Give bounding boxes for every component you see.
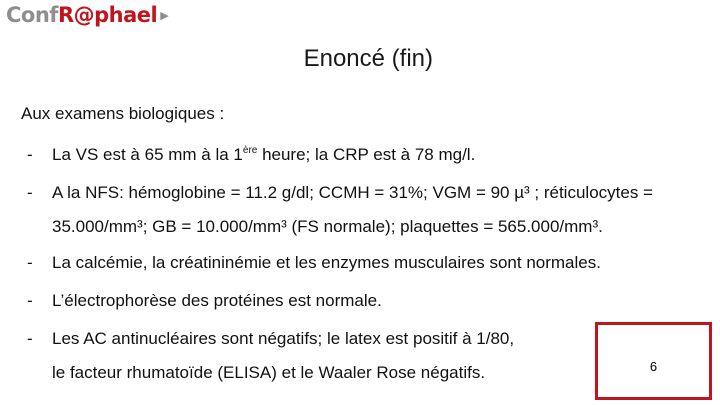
list-item-text [52, 138, 707, 172]
list-item-text-continued: le facteur rhumatoïde (ELISA) et le Waaler Rose négatifs. [52, 363, 486, 382]
list-item-text: La calcémie, la créatininémie et les enzymes musculaires sont normales. [52, 253, 601, 272]
list-item-text: L’électrophorèse des protéines est normale. [52, 291, 382, 310]
list-item-text: Les AC antinucléaires sont négatifs; le latex est positif à 1/80, [52, 329, 515, 348]
superscript-text: ère [242, 145, 258, 156]
logo-text-raphael: R@phael [57, 3, 158, 27]
bullet-dash: - [27, 145, 33, 164]
play-arrow-icon: ▶ [160, 9, 169, 22]
list-item [27, 246, 707, 280]
logo-text-conf: Conf [6, 3, 58, 27]
bullet-dash: - [27, 291, 33, 310]
list-item-text-continued: 35.000/mm³; GB = 10.000/mm³ (FS normale); plaquettes = 565.000/mm³. [52, 217, 603, 236]
list-item-text: A la NFS: hémoglobine = 11.2 g/dl; CCMH = 31%; VGM = 90 µ³ ; réticulocytes = [52, 183, 653, 202]
slide-title: Enoncé (fin) [303, 45, 433, 72]
page-number-box [595, 322, 712, 400]
list-item-text-part: La VS est à 65 mm à la 1 [52, 145, 243, 164]
bullet-dash: - [27, 183, 33, 202]
page-number: 6 [649, 359, 658, 374]
list-item [27, 284, 707, 318]
intro-text: Aux examens biologiques : [21, 104, 225, 123]
bullet-dash: - [27, 329, 33, 348]
list-item-text-part: heure; la CRP est à 78 mg/l. [257, 145, 476, 164]
list-item [27, 176, 707, 244]
list-item [27, 138, 707, 172]
confraphael-logo [6, 5, 168, 26]
bullet-dash: - [27, 253, 33, 272]
